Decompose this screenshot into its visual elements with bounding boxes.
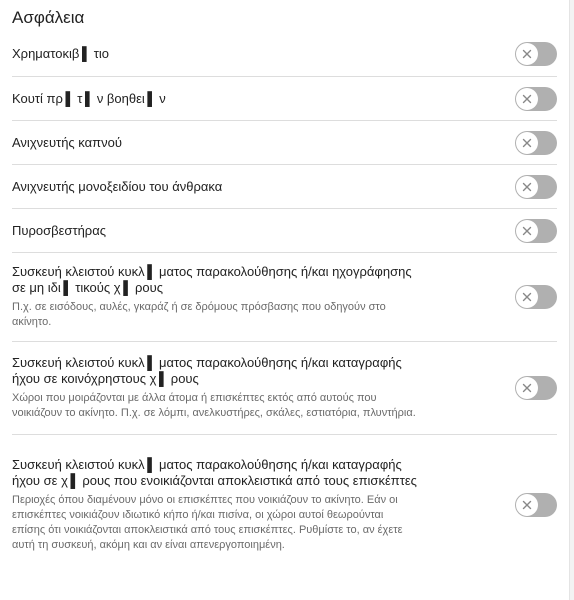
list-item-text [12,179,417,195]
toggle-knob [516,377,538,399]
smoke-detector-toggle[interactable] [515,131,557,155]
toggle-knob [516,286,538,308]
toggle-knob [516,132,538,154]
list-item-fire-extinguisher [12,209,557,253]
list-item-cctv-common-areas [12,342,557,435]
list-item-label: Συσκευή κλειστού κυκλ ▌ ματος παρακολούθησης ή/και ηχογράφησης σε μη ιδι ▌ τικούς χ ▌ ρους [12,264,412,295]
list-item-description: Π.χ. σε εισόδους, αυλές, γκαράζ ή σε δρόμους πρόσβασης που οδηγούν στο ακίνητο. [12,301,386,328]
toggle-knob [516,43,538,65]
section-title: Ασφάλεια [12,8,85,27]
list-item-smoke-detector [12,121,557,165]
list-item-text [12,135,417,151]
first-aid-kit-toggle[interactable] [515,87,557,111]
cctv-non-private-toggle[interactable] [515,285,557,309]
list-item-text [12,223,417,239]
list-item-description: Περιοχές όπου διαμένουν μόνο οι επισκέπτες που νοικιάζουν το ακίνητο. Εάν οι επισκέπτες νοικιάζουν ιδιωτικό κήπο ή/και πισίνα, οι χώροι αυτοί θεωρούνται επίσης ότι νοικιάζονται αποκλειστικά από τους επισκέπτες. Ρυθμίστε το, αν έχετε αυτή τη συσκευή, ακόμη και αν είναι απενεργοποιημένη. [12,494,403,551]
carbon-monoxide-detector-toggle[interactable] [515,175,557,199]
close-icon [522,182,532,192]
list-item-description: Χώροι που μοιράζονται με άλλα άτομα ή επισκέπτες εκτός από αυτούς που νοικιάζουν το ακίνητο. Π.χ. σε λόμπι, ανελκυστήρες, σκάλες, εστιατόρια, πλυντήρια. [12,392,416,419]
list-item-first-aid-kit [12,77,557,121]
cctv-common-areas-toggle[interactable] [515,376,557,400]
toggle-knob [516,176,538,198]
list-item-label: Ανιχνευτής μονοξειδίου του άνθρακα [12,178,223,194]
toggle-knob [516,220,538,242]
list-item-text [12,355,417,421]
list-item-label: Συσκευή κλειστού κυκλ ▌ ματος παρακολούθησης ή/και καταγραφής ήχου σε κοινόχρηστους χ ▌ ρους [12,355,402,386]
close-icon [522,49,532,59]
list-item-cctv-non-private [12,253,557,342]
list-item-text [12,264,417,330]
toggle-knob [516,88,538,110]
list-item-label: Πυροσβεστήρας [12,222,106,238]
safe-toggle[interactable] [515,42,557,66]
close-icon [522,500,532,510]
close-icon [522,226,532,236]
list-item-text [12,91,417,107]
close-icon [522,383,532,393]
cctv-guest-exclusive-toggle[interactable] [515,493,557,517]
list-item-label: Κουτί πρ ▌ τ ▌ ν βοηθει ▌ ν [12,90,166,106]
list-item-cctv-guest-exclusive [12,435,557,575]
close-icon [522,94,532,104]
list-item-text [12,457,417,553]
close-icon [522,292,532,302]
list-item-carbon-monoxide-detector [12,165,557,209]
list-item-label: Συσκευή κλειστού κυκλ ▌ ματος παρακολούθησης ή/και καταγραφής ήχου σε χ ▌ ρους που ενοικιάζονται αποκλειστικά από τους επισκέπτες [12,457,417,488]
list-item-text [12,46,417,62]
scrollbar-track[interactable] [569,0,574,600]
safety-items-list [12,32,557,575]
close-icon [522,138,532,148]
fire-extinguisher-toggle[interactable] [515,219,557,243]
list-item-label: Χρηματοκιβ ▌ τιο [12,46,110,61]
toggle-knob [516,494,538,516]
list-item-safe [12,32,557,77]
list-item-label: Ανιχνευτής καπνού [12,134,122,150]
